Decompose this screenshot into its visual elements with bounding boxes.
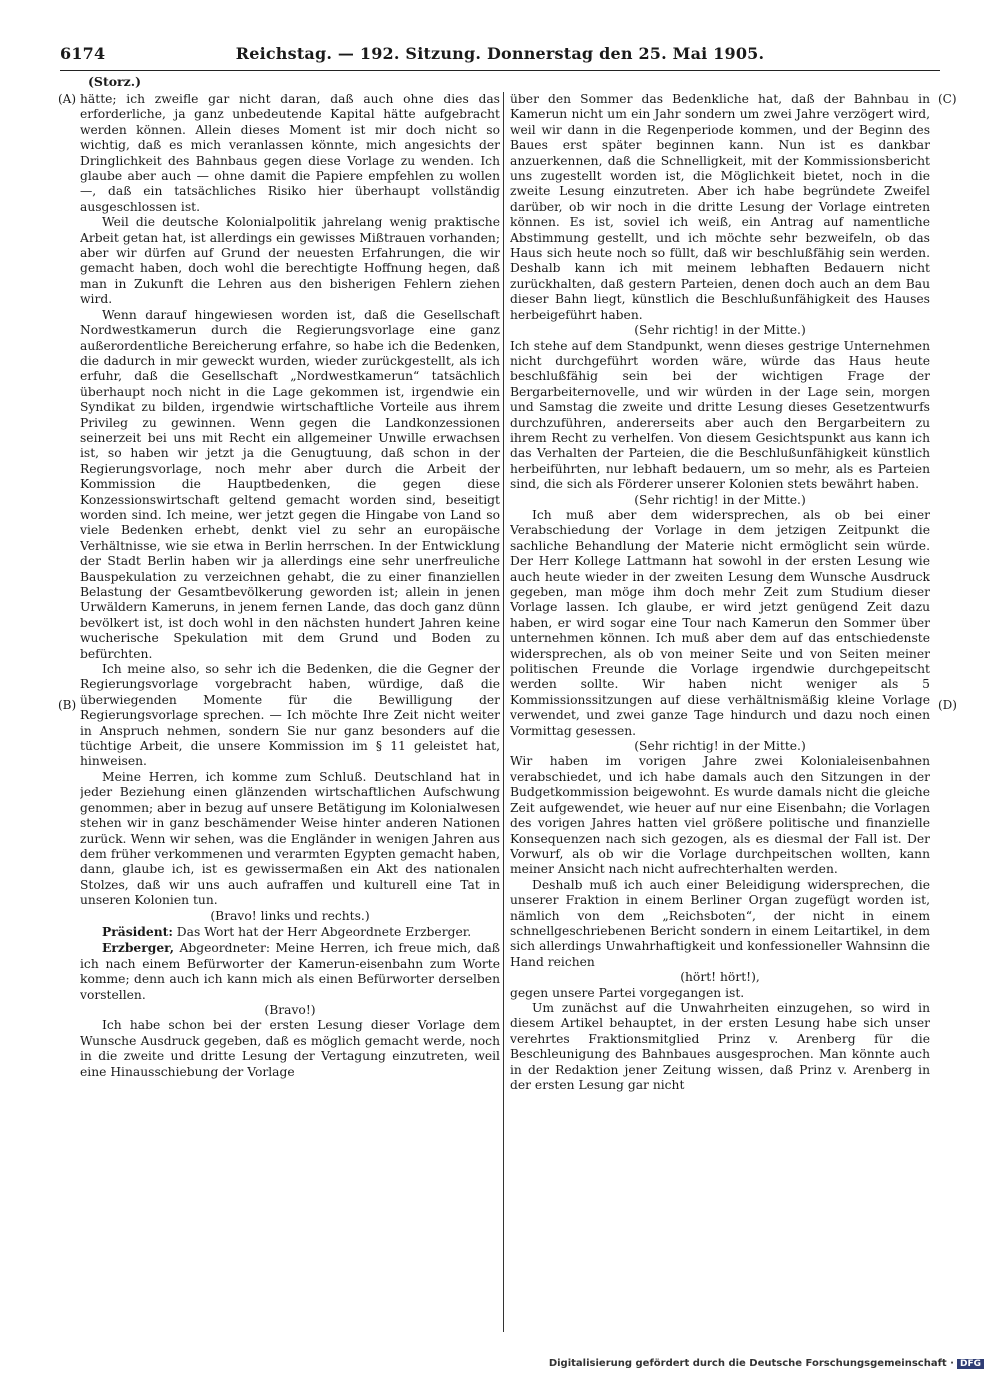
- speaker-name: Präsident:: [102, 923, 173, 939]
- speaker-name: Erzberger,: [102, 940, 175, 956]
- running-title: Reichstag. — 192. Sitzung. Donnerstag den 25. Mai 1905.: [235, 44, 765, 63]
- reaction: (Bravo! links und rechts.): [210, 908, 370, 923]
- left-column: [80, 92, 500, 1342]
- speech-text: Abgeordneter: Meine Herren, ich freue mich, daß ich nach einem Befürworter der Kamerun-eisenbahn zum Worte komme; denn auch ich kann mich als einen Befürworter derselben vorstellen.: [80, 941, 500, 1002]
- header-rule: [60, 70, 940, 71]
- paragraph: Ich meine also, so sehr ich die Bedenken, die die Gegner der Regierungsvorlage vorgebracht haben, würdige, daß die überwiegenden Momente für die Bewilligung der Regierungsvorlage sprechen. — Ich möchte Ihre Zeit nicht weiter in Anspruch nehmen, sondern Sie nur ganz besonders auf die tüchtige Arbeit, die unsere Kommission im § 11 geleistet hat, hinweisen.: [80, 662, 500, 769]
- reaction: (Sehr richtig! in der Mitte.): [634, 323, 806, 338]
- reaction: (Sehr richtig! in der Mitte.): [634, 739, 806, 754]
- credit-text: Digitalisierung gefördert durch die Deutsche Forschungsgemeinschaft ·: [548, 1358, 954, 1369]
- paragraph: über den Sommer das Bedenkliche hat, daß der Bahnbau in Kamerun nicht um ein Jahr sondern um zwei Jahre verzögert wird, weil wir dann in die Regenperiode kommen, und der Beginn des Baues erst später beginnen kann. Nun ist es dankbar anzuerkennen, daß die Schnelligkeit, mit der Kommissionsbericht uns zugestellt worden ist, die Möglichkeit bietet, noch in die zweite Lesung einzutreten. Aber ich habe begründete Zweifel darüber, ob wir noch in die dritte Lesung der Vorlage eintreten können. Es ist, soviel ich weiß, ein Antrag auf namentliche Abstimmung gestellt, und ich möchte sehr bezweifeln, ob das Haus sich heute noch so füllt, daß wir beschlußfähig sein werden. Deshalb kann ich mit meinem lebhaften Bedauern nicht zurückhalten, daß gestern Parteien, denen doch auch an dem Bau dieser Bahn liegt, künstlich die Beschlußunfähigkeit des Hauses herbeigeführt haben.: [510, 92, 930, 322]
- margin-mark-d: (D): [938, 698, 957, 712]
- speech-text: Das Wort hat der Herr Abgeordnete Erzberger.: [172, 924, 472, 939]
- paragraph: Deshalb muß ich auch einer Beleidigung widersprechen, die unserer Fraktion in einem Berliner Organ zugefügt worden ist, nämlich von dem „Reichsboten“, der nicht in einem schnellgeschriebenen Bericht sondern in einem Leitartikel, in dem sich allerdings Unwahrhaftigkeit und konfessioneller Wahnsinn die Hand reichen: [510, 877, 930, 969]
- paragraph: Wir haben im vorigen Jahre zwei Kolonialeisenbahnen verabschiedet, und ich habe damals auch den Sitzungen in der Budgetkommission beigewohnt. Es wurde damals nicht die gleiche Zeit aufgewendet, wie heuer auf nur eine Eisenbahn; die Vorlagen des vorigen Jahres hatten viel größere politische und finanzielle Konsequenzen nach sich gezogen, als es diesmal der Fall ist. Der Vorwurf, als ob wir die Vorlage durchpeitschen wollten, kann meiner Ansicht nach nicht aufrechterhalten werden.: [510, 754, 930, 877]
- dfg-logo: DFG: [957, 1359, 984, 1369]
- paragraph: Um zunächst auf die Unwahrheiten einzugehen, so wird in diesem Artikel behauptet, in der ersten Lesung habe sich unser verehrtes Fraktionsmitglied Prinz v. Arenberg für die Beschleunigung des Bahnbaues ausgesprochen. Man könnte auch in der Redaktion jener Zeitung wissen, daß Prinz v. Arenberg in der ersten Lesung gar nicht: [510, 1000, 930, 1092]
- digitization-credit: [549, 1358, 984, 1369]
- speaker-tag: (Storz.): [88, 74, 142, 89]
- paragraph: Weil die deutsche Kolonialpolitik jahrelang wenig praktische Arbeit getan hat, ist allerdings ein gewisses Mißtrauen vorhanden; aber wir dürfen auf Grund der neuesten Erfahrungen, die wir gemacht haben, doch wohl die berechtigte Hoffnung hegen, daß man in Zukunft die Lehren aus den bisherigen Fehlern ziehen wird.: [80, 215, 500, 307]
- paragraph: Ich muß aber dem widersprechen, als ob bei einer Verabschiedung der Vorlage in dem jetzigen Zeitpunkt die sachliche Behandlung der Materie nicht ermöglicht sein würde. Der Herr Kollege Lattmann hat sowohl in der ersten Lesung wie auch heute wieder in der zweiten Lesung dem Wunsche Ausdruck gegeben, man möge ihm doch mehr Zeit zum Studium dieser Vorlage lassen. Ich glaube, er wird jetzt genügend Zeit dazu haben, er wird sogar eine Tour nach Kamerun den Sommer über unternehmen können. Ich muß aber dem auf das entschiedenste widersprechen, als ob von meiner Seite und von Seiten meiner politischen Freunde die Vorlage irgendwie durchgepeitscht werden sollte. Wir haben nicht weniger als 5 Kommissionssitzungen auf diese verhältnismäßig kleine Vorlage verwendet, und zwei ganze Tage hindurch und dazu noch einen Vormittag gesessen.: [510, 507, 930, 738]
- paragraph: [80, 940, 500, 1003]
- column-rule: [503, 92, 504, 1332]
- reaction: (Sehr richtig! in der Mitte.): [634, 492, 806, 507]
- right-column: [510, 92, 930, 1342]
- page-number: 6174: [60, 44, 106, 63]
- paragraph: [80, 924, 500, 940]
- paragraph: gegen unsere Partei vorgegangen ist.: [510, 985, 745, 1000]
- reaction: (hört! hört!),: [680, 970, 760, 985]
- paragraph: Ich habe schon bei der ersten Lesung dieser Vorlage dem Wunsche Ausdruck gegeben, daß es möglich gemacht werde, noch in die zweite und dritte Lesung der Vertagung einzutreten, weil eine Hinausschiebung der Vorlage: [80, 1018, 500, 1079]
- paragraph: Wenn darauf hingewiesen worden ist, daß die Gesellschaft Nordwestkamerun durch die Regierungsvorlage eine ganz außerordentliche Bereicherung erfahre, so habe ich die Bedenken, die dadurch in mir geweckt wurden, wieder zurückgestellt, als ich erfuhr, daß die Gesellschaft „Nordwestkamerun“ tatsächlich überhaupt noch nicht in die Lage gekommen ist, irgendwie ein Syndikat zu bilden, irgendwie wirtschaftliche Vorteile aus ihrem Privileg zu gewinnen. Wenn gegen die Landkonzessionen seinerzeit bei uns mit Recht ein allgemeiner Unwille erwachsen ist, so haben wir jetzt ja die Genugtuung, daß schon in der Regierungsvorlage, noch mehr aber durch die Arbeit der Kommission die Hauptbedenken, die gegen diese Konzessionswirtschaft geltend gemacht worden sind, beseitigt worden sind. Ich meine, wer jetzt gegen die Hingabe von Land so viele Bedenken erhebt, denkt viel zu sehr an europäische Verhältnisse, wie sie etwa in Berlin herrschen. In der Entwicklung der Stadt Berlin haben wir ja allerdings eine sehr unerfreuliche Bauspekulation zu verzeichnen gehabt, die zu einer finanziellen Belastung der Gesamtbevölkerung geworden ist; allein in jenen Urwäldern Kameruns, in jenem fernen Lande, das doch ganz dünn bevölkert ist, ist doch wohl in den nächsten hundert Jahren keine wucherische Spekulation mit dem Grund und Boden zu befürchten.: [80, 307, 500, 661]
- margin-mark-b: (B): [58, 698, 77, 712]
- margin-mark-c: (C): [938, 92, 957, 106]
- reaction: (Bravo!): [264, 1002, 316, 1017]
- paragraph: Ich stehe auf dem Standpunkt, wenn dieses gestrige Unternehmen nicht durchgeführt worden wäre, würde das Haus heute beschlußfähig sein bei der wichtigen Frage der Bergarbeiternovelle, und wir würden in der Lage sein, morgen und Samstag die zweite und dritte Lesung dieses Gesetzentwurfs durchzuführen, andererseits aber auch den Bergarbeitern zu ihrem Recht zu verhelfen. Von diesem Gesichtspunkt aus kann ich das Verhalten der Parteien, die die Beschlußunfähigkeit künstlich herbeiführten, nur lebhaft bedauern, um so mehr, als es Parteien sind, die sich als Förderer unserer Kolonien stets bewährt haben.: [510, 338, 930, 492]
- margin-mark-a: (A): [58, 92, 77, 106]
- paragraph: Meine Herren, ich komme zum Schluß. Deutschland hat in jeder Beziehung einen glänzenden wirtschaftlichen Aufschwung genommen; aber in bezug auf unsere Betätigung im Kolonialwesen stehen wir in ganz beschämender Weise hinter anderen Nationen zurück. Wenn wir sehen, was die Engländer in wenigen Jahren aus dem früher verkommenen und verarmten Egypten gemacht haben, dann, glaube ich, ist es gewissermaßen ein Akt des nationalen Stolzes, daß wir uns auch aufraffen und kulturell eine Tat in unseren Kolonien tun.: [80, 769, 500, 908]
- page-header: [60, 44, 940, 70]
- paragraph: hätte; ich zweifle gar nicht daran, daß auch ohne dies das erforderliche, ja ganz unbedeutende Kapital hätte aufgebracht werden können. Allein dieses Moment ist mir doch nicht so wichtig, daß es mich veranlassen könnte, mich angesichts der Dringlichkeit des Bahnbaus gegen diese Vorlage zu wenden. Ich glaube aber auch — ohne damit die Papiere empfehlen zu wollen —, daß ein tatsächliches Risiko hier überhaupt vollständig ausgeschlossen ist.: [80, 92, 500, 214]
